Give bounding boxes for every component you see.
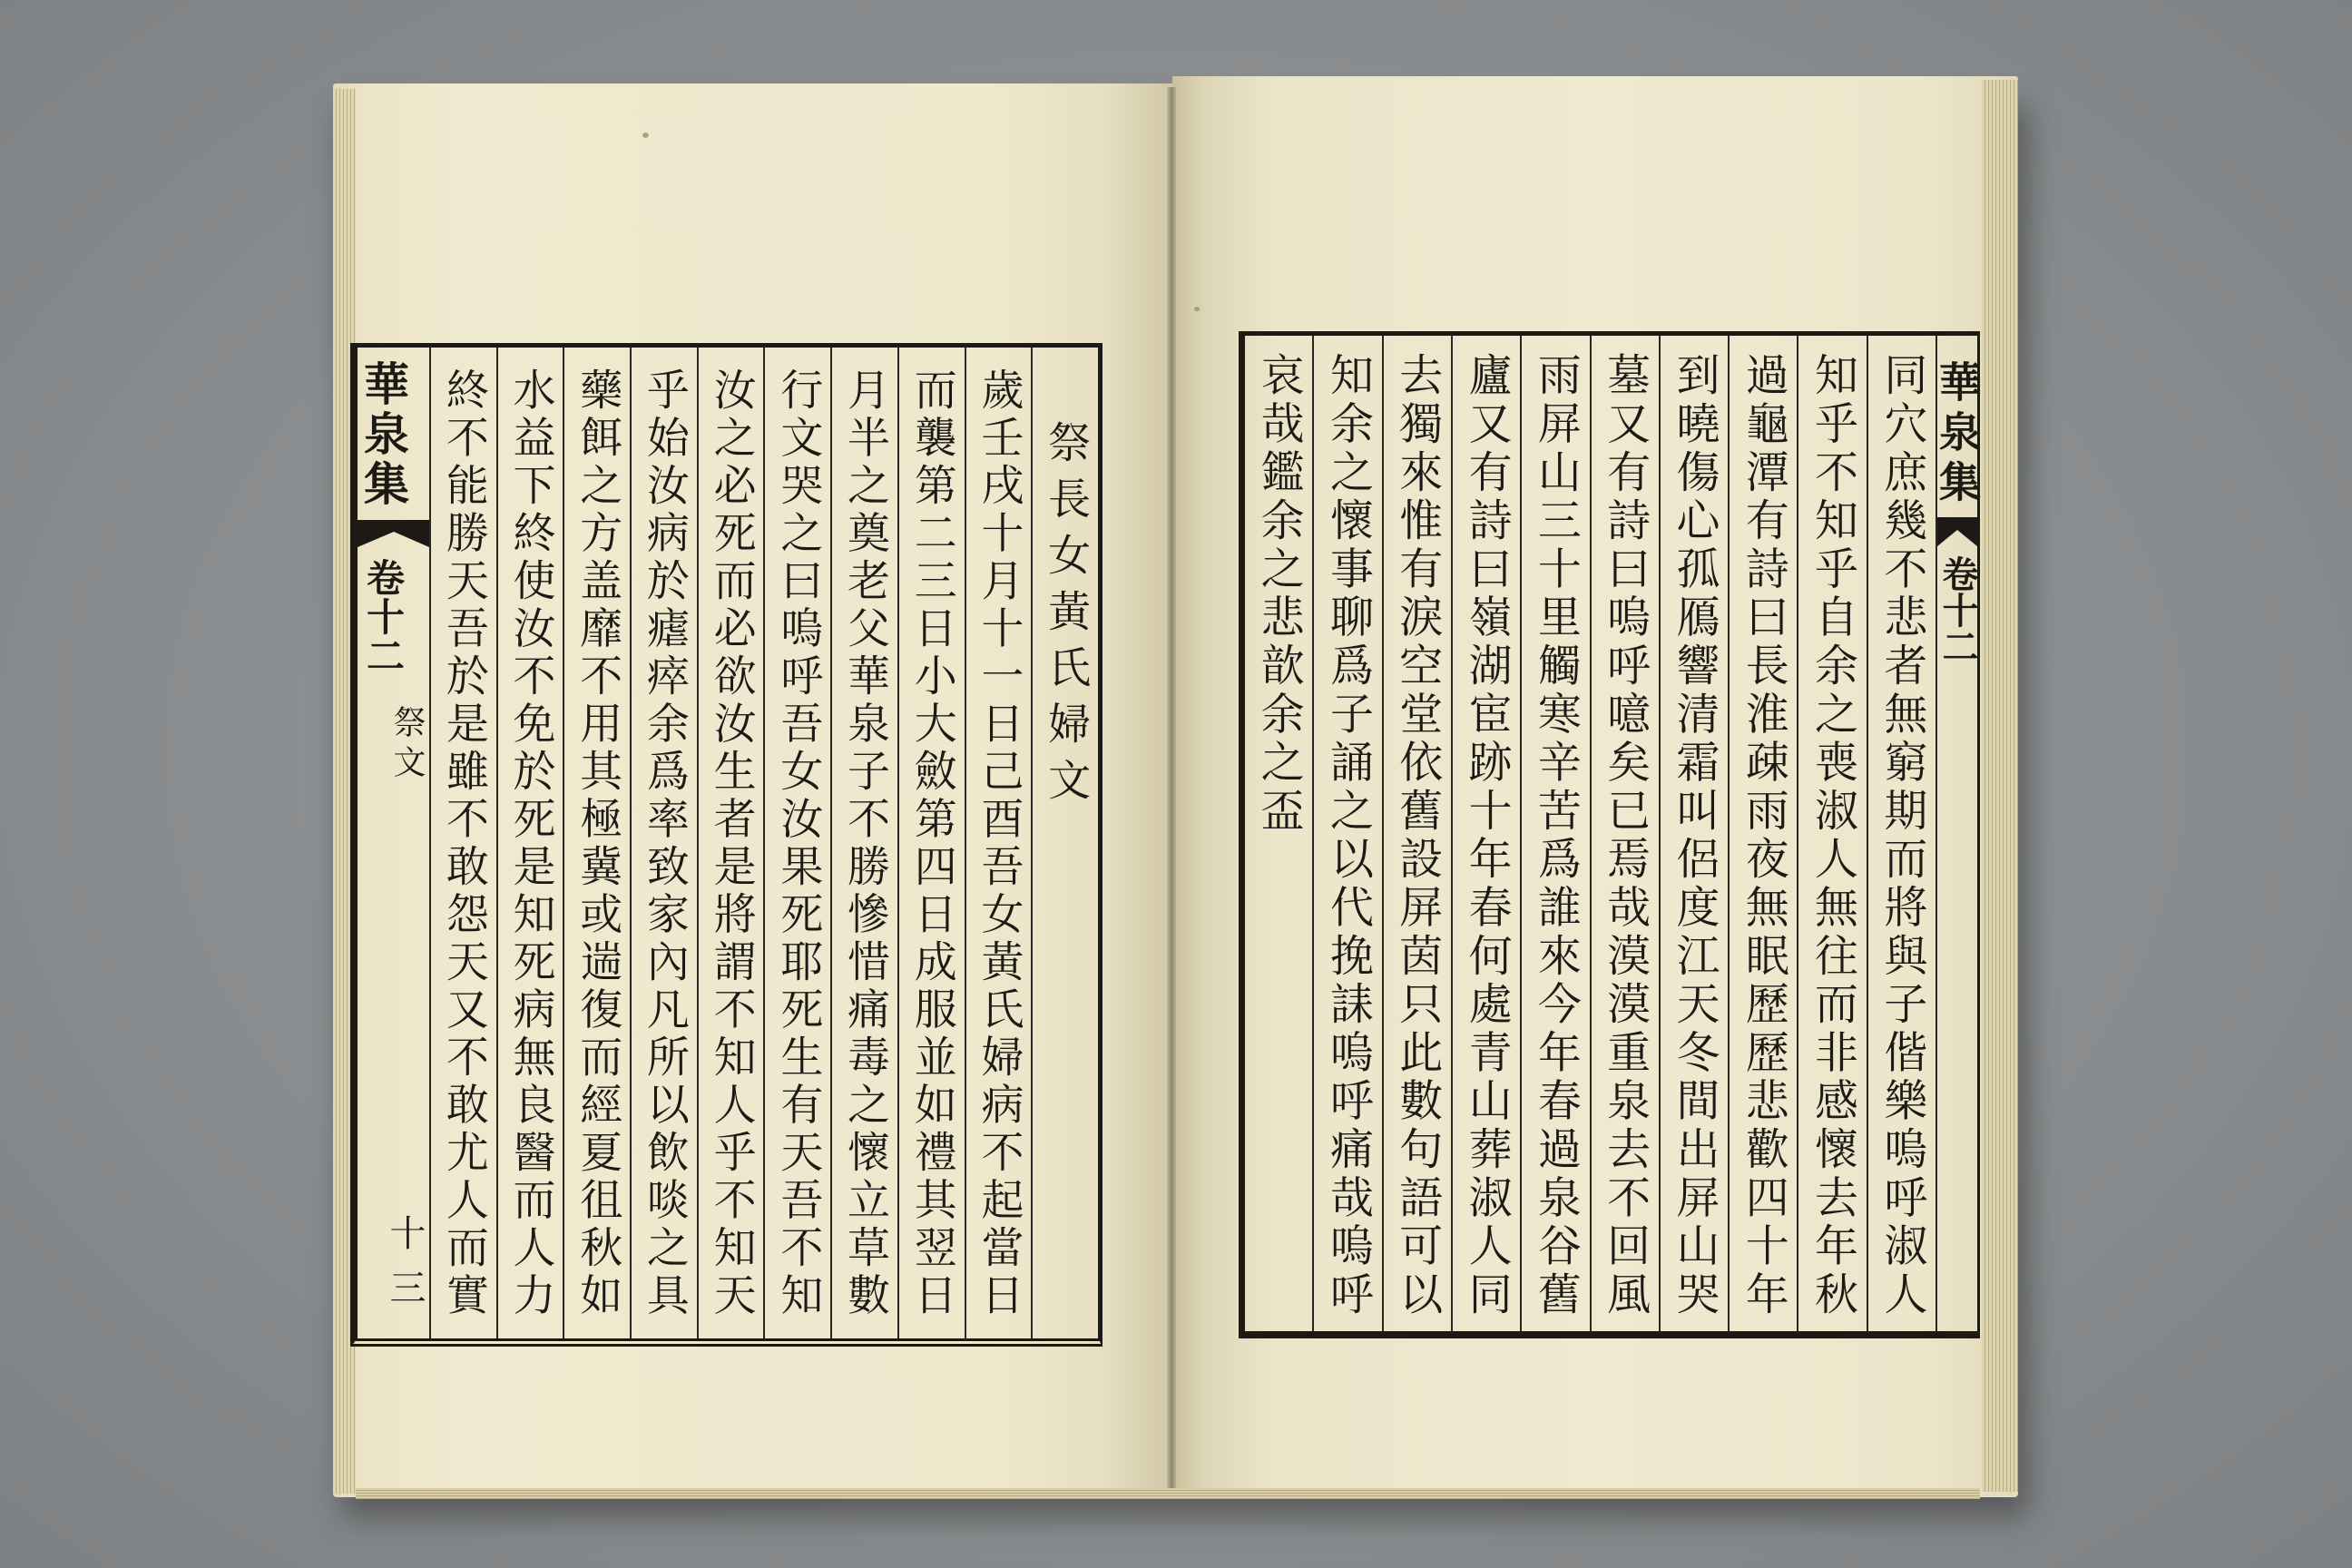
column-text: 知乎不知乎自余之喪淑人無往而非感懷去年秋 [1807,352,1858,1319]
margin-book-title: 華泉集 [357,360,410,510]
right-center-margin [1933,336,1982,1331]
text-column [429,348,496,1338]
text-column [1867,336,1936,1331]
column-text: 哀哉鑑余之悲歆余之盃 [1253,352,1305,836]
text-column [697,348,764,1338]
column-text: 知余之懷事聊爲子誦之以代挽誄嗚呼痛哉嗚呼 [1322,352,1374,1319]
book-gutter [1167,87,1176,1495]
margin-volume: 卷十二 [361,558,406,675]
paper-speck [642,132,649,138]
right-print-frame [1239,331,1980,1338]
left-print-frame [350,343,1102,1347]
text-column [1245,336,1312,1331]
right-text-area [1245,336,1937,1331]
column-text: 行文哭之曰嗚呼吾女汝果死耶死生有天吾不知 [773,368,824,1320]
fish-tail-mark [1937,517,1977,546]
column-text: 終不能勝天吾於是雖不敢怨天又不敢尤人而實 [438,368,489,1320]
left-text-area [429,348,1098,1338]
text-column [897,348,965,1338]
text-column [1728,336,1797,1331]
text-column [496,348,564,1338]
margin-page-number: 十三 [384,1214,426,1323]
column-text: 月半之奠老父華泉子不勝慘惜痛毒之懷立草數 [840,368,891,1320]
column-text: 同穴庶幾不悲者無窮期而將與子偕樂嗚呼淑人 [1876,352,1927,1319]
fish-tail-mark [358,520,429,547]
bottom-page-stack [356,1488,1980,1499]
text-column [1659,336,1728,1331]
title-column [1031,348,1098,1338]
column-text: 到曉傷心孤鴈響清霜叫侶度江天冬間出屏山哭 [1668,352,1720,1319]
column-text: 歲壬戌十月十一日己酉吾女黃氏婦病不起當日 [974,368,1024,1320]
margin-section: 祭文 [388,705,426,785]
column-text: 水益下終使汝不免於死是知死病無良醫而人力 [505,368,556,1320]
column-text: 過龜潭有詩曰長淮疎雨夜無眠歷歷悲歡四十年 [1738,352,1789,1319]
text-column [763,348,830,1338]
margin-book-title: 華泉集 [1933,360,1982,510]
text-column [830,348,897,1338]
margin-volume: 卷十二 [1936,555,1979,664]
left-center-margin [358,348,429,1338]
text-column [1590,336,1659,1331]
text-column [1520,336,1589,1331]
column-text: 墓又有詩曰嗚呼噫矣已焉哉漠漠重泉去不回風 [1599,352,1651,1319]
text-column [1797,336,1866,1331]
right-page-stack-edge [1982,80,2018,1492]
text-column [563,348,630,1338]
column-text: 廬又有詩曰嶺湖宦跡十年春何處青山葬淑人同 [1461,352,1513,1319]
text-column [1312,336,1381,1331]
paper-speck [1194,307,1200,311]
text-column [1451,336,1520,1331]
column-text: 藥餌之方盖靡不用其極冀或遄復而經夏徂秋如 [573,368,623,1320]
text-column [965,348,1032,1338]
eulogy-title: 祭長女黃氏婦文 [1041,420,1092,814]
text-column [630,348,697,1338]
column-text: 雨屏山三十里觸寒辛苦爲誰來今年春過泉谷舊 [1530,352,1582,1319]
column-text: 汝之必死而必欲汝生者是將謂不知人乎不知天 [706,368,757,1320]
column-text: 而襲第二三日小大斂第四日成服並如禮其翌日 [906,368,957,1320]
text-column [1382,336,1451,1331]
column-text: 去獨來惟有淚空堂依舊設屏茵只此數句語可以 [1391,352,1443,1319]
column-text: 乎始汝病於瘧瘁余爲率致家內凡所以飲啖之具 [639,368,690,1320]
